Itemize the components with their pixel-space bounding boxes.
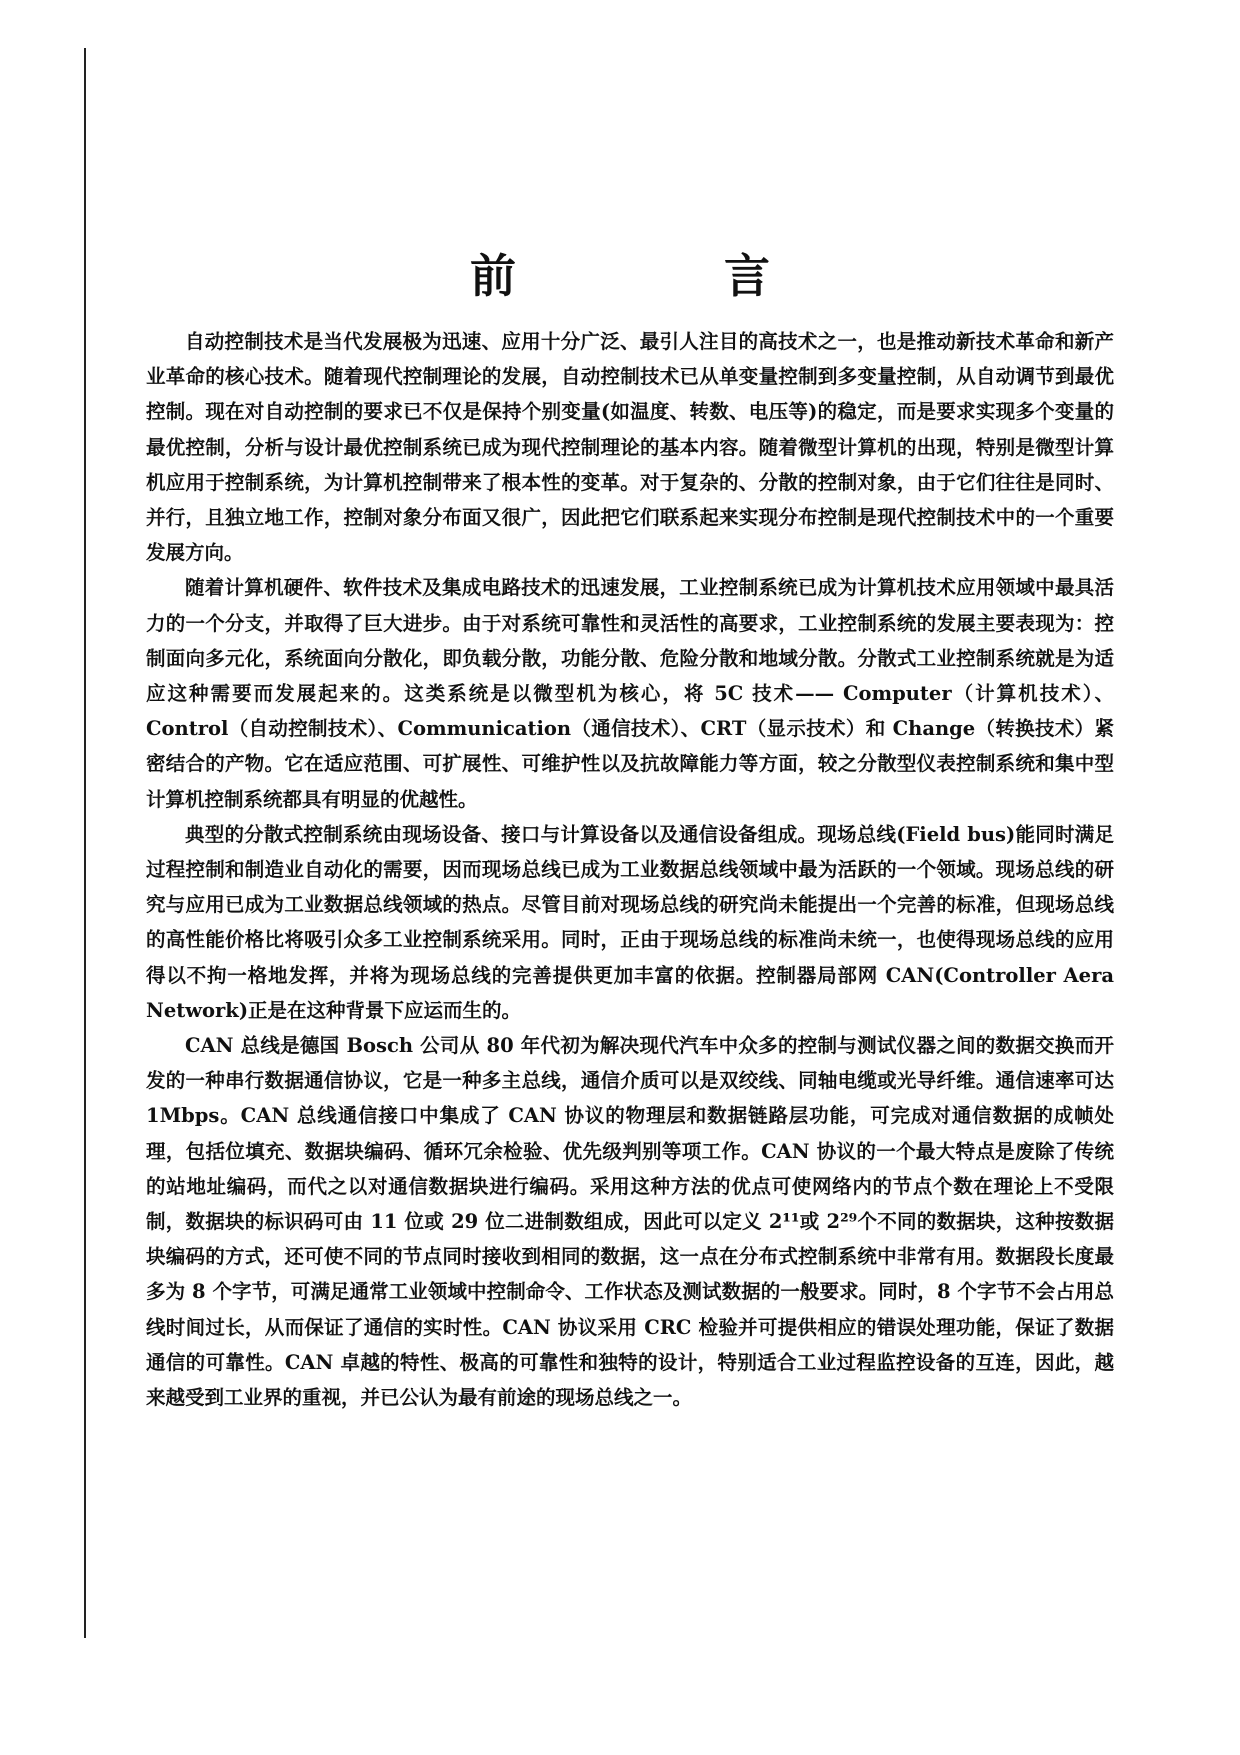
paragraph-2: 随着计算机硬件、软件技术及集成电路技术的迅速发展，工业控制系统已成为计算机技术应用领域中最具活力的一个分支，并取得了巨大进步。由于对系统可靠性和灵活性的高要求，工业控制系统的发展主要表现为：控制面向多元化，系统面向分散化，即负载分散，功能分散、危险分散和地域分散。分散式工业控制系统就是为适应这种需要而发展起来的。这类系统是以微型机为核心，将 5C 技术—— Computer（计算机技术）、Control（自动控制技术）、Communication（通信技术）、CRT（显示技术）和 Change（转换技术）紧密结合的产物。它在适应范围、可扩展性、可维护性以及抗故障能力等方面，较之分散型仪表控制系统和集中型计算机控制系统都具有明显的优越性。 bbox=[146, 576, 1114, 811]
paragraph-1: 自动控制技术是当代发展极为迅速、应用十分广泛、最引人注目的高技术之一，也是推动新技术革命和新产业革命的核心技术。随着现代控制理论的发展，自动控制技术已从单变量控制到多变量控制，从自动调节到最优控制。现在对自动控制的要求已不仅是保持个别变量(如温度、转数、电压等)的稳定，而是要求实现多个变量的最优控制，分析与设计最优控制系统已成为现代控制理论的基本内容。随着微型计算机的出现，特别是微型计算机应用于控制系统，为计算机控制带来了根本性的变革。对于复杂的、分散的控制对象，由于它们往往是同时、并行，且独立地工作，控制对象分布面又很广，因此把它们联系起来实现分布控制是现代控制技术中的一个重要发展方向。 bbox=[146, 330, 1114, 565]
preface-body bbox=[146, 324, 1114, 1415]
page-title: 前 言 bbox=[469, 249, 866, 303]
paragraph-4: CAN 总线是德国 Bosch 公司从 80 年代初为解决现代汽车中众多的控制与测试仪器之间的数据交换而开发的一种串行数据通信协议，它是一种多主总线，通信介质可以是双绞线、同轴电缆或光导纤维。通信速率可达 1Mbps。CAN 总线通信接口中集成了 CAN 协议的物理层和数据链路层功能，可完成对通信数据的成帧处理，包括位填充、数据块编码、循环冗余检验、优先级判别等项工作。CAN 协议的一个最大特点是废除了传统的站地址编码，而代之以对通信数据块进行编码。采用这种方法的优点可使网络内的节点个数在理论上不受限制，数据块的标识码可由 11 位或 29 位二进制数组成，因此可以定义 2¹¹或 2²⁹个不同的数据块，这种按数据块编码的方式，还可使不同的节点同时接收到相同的数据，这一点在分布式控制系统中非常有用。数据段长度最多为 8 个字节，可满足通常工业领域中控制命令、工作状态及测试数据的一般要求。同时，8 个字节不会占用总线时间过长，从而保证了通信的实时性。CAN 协议采用 CRC 检验并可提供相应的错误处理功能，保证了数据通信的可靠性。CAN 卓越的特性、极高的可靠性和独特的设计，特别适合工业过程监控设备的互连，因此，越来越受到工业界的重视，并已公认为最有前途的现场总线之一。 bbox=[146, 1034, 1114, 1410]
paragraph-3: 典型的分散式控制系统由现场设备、接口与计算设备以及通信设备组成。现场总线(Field bus)能同时满足过程控制和制造业自动化的需要，因而现场总线已成为工业数据总线领域中最为活跃的一个领域。现场总线的研究与应用已成为工业数据总线领域的热点。尽管目前对现场总线的研究尚未能提出一个完善的标准，但现场总线的高性能价格比将吸引众多工业控制系统采用。同时，正由于现场总线的标准尚未统一，也使得现场总线的应用得以不拘一格地发挥，并将为现场总线的完善提供更加丰富的依据。控制器局部网 CAN(Controller Aera Network)正是在这种背景下应运而生的。 bbox=[146, 822, 1114, 1022]
